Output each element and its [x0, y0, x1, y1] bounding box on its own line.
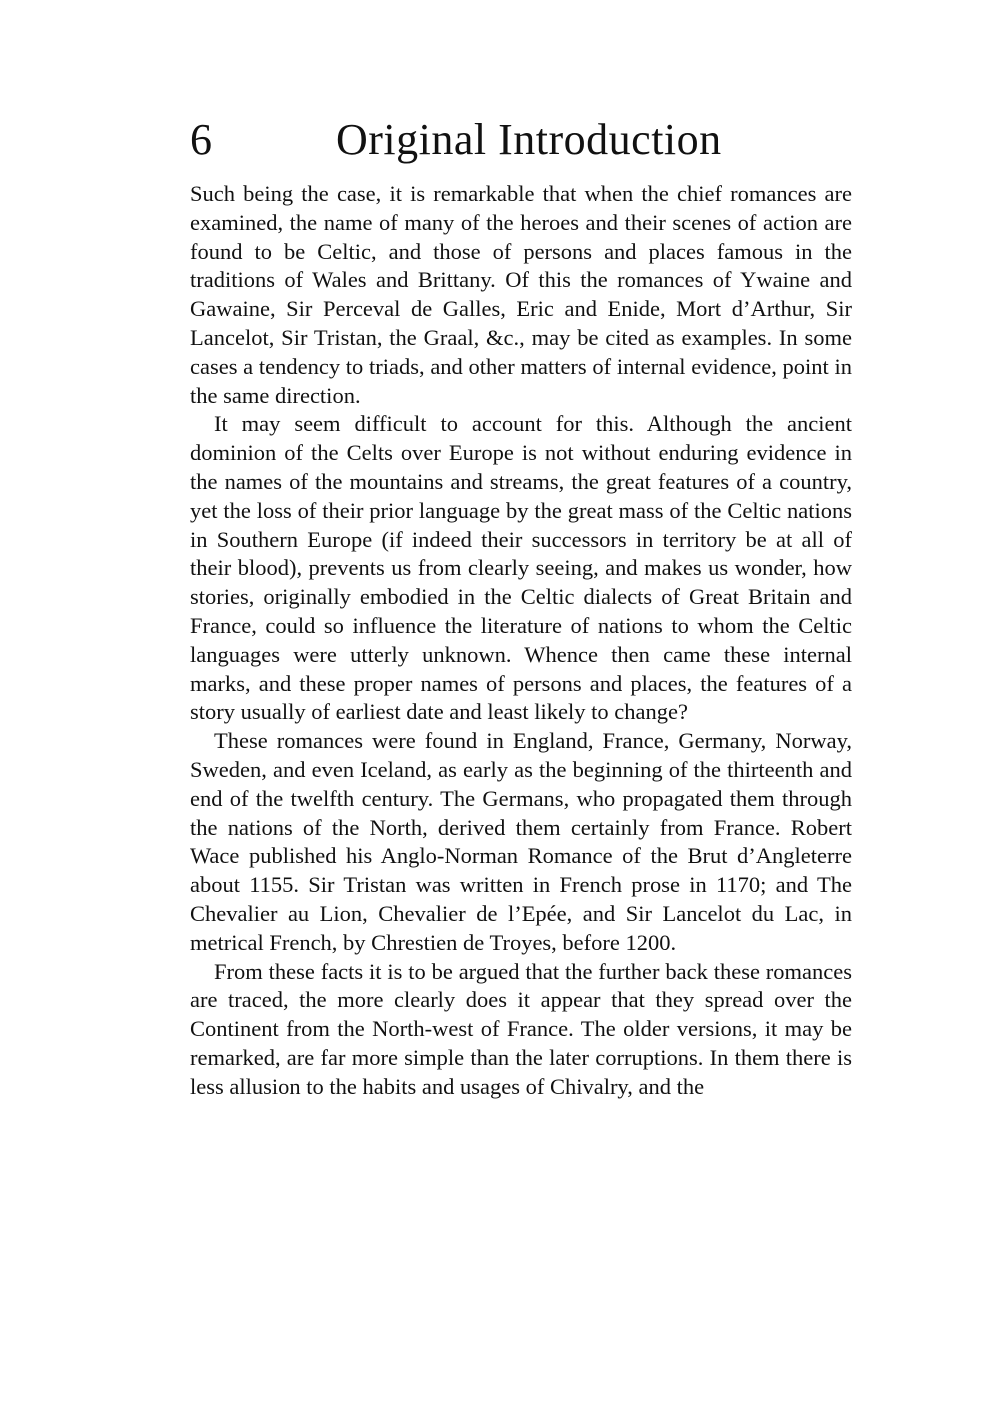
paragraph-2: It may seem difficult to account for this. Although the ancient dominion of the Celts over Europe is not without enduring evidence in the names of the mountains and streams, the great features of a country, yet the loss of their prior language by the great mass of the Celtic nations in Southern Europe (if indeed their successors in territory be at all of their blood), prevents us from clearly seeing, and makes us wonder, how stories, originally embodied in the Celtic dialects of Great Britain and France, could so influence the literature of nations to whom the Celtic languages were utterly unknown. Whence then came these internal marks, and these proper names of persons and places, the features of a story usually of earliest date and least likely to change?	[190, 411, 852, 725]
page-number: 6	[190, 115, 212, 164]
paragraph-4: From these facts it is to be argued that the further back these romances are traced, the more clearly does it appear that they spread over the Continent from the North-west of France. The older versions, it may be remarked, are far more simple than the later corruptions. In them there is less allusion to the habits and usages of Chivalry, and the	[190, 958, 852, 1099]
running-head	[190, 112, 860, 168]
paragraph-3: These romances were found in England, France, Germany, Norway, Sweden, and even Iceland, as early as the beginning of the thirteenth and end of the twelfth century. The Germans, who propagated them through the nations of the North, derived them certainly from France. Robert Wace published his Anglo-Norman Romance of the Brut d’Angleterre about 1155. Sir Tristan was written in French prose in 1170; and The Chevalier au Lion, Chevalier de l’Epée, and Sir Lancelot du Lac, in metrical French, by Chrestien de Troyes, before 1200.	[190, 728, 852, 955]
page-title: Original Introduction	[336, 115, 722, 164]
body-text	[190, 180, 852, 1102]
paragraph-1: Such being the case, it is remarkable that when the chief romances are examined, the name of many of the heroes and their scenes of action are found to be Celtic, and those of persons and places famous in the traditions of Wales and Brittany. Of this the romances of Ywaine and Gawaine, Sir Perceval de Galles, Eric and Enide, Mort d’Arthur, Sir Lancelot, Sir Tristan, the Graal, &c., may be cited as examples. In some cases a tendency to triads, and other matters of internal evidence, point in the same direction.	[190, 181, 852, 408]
